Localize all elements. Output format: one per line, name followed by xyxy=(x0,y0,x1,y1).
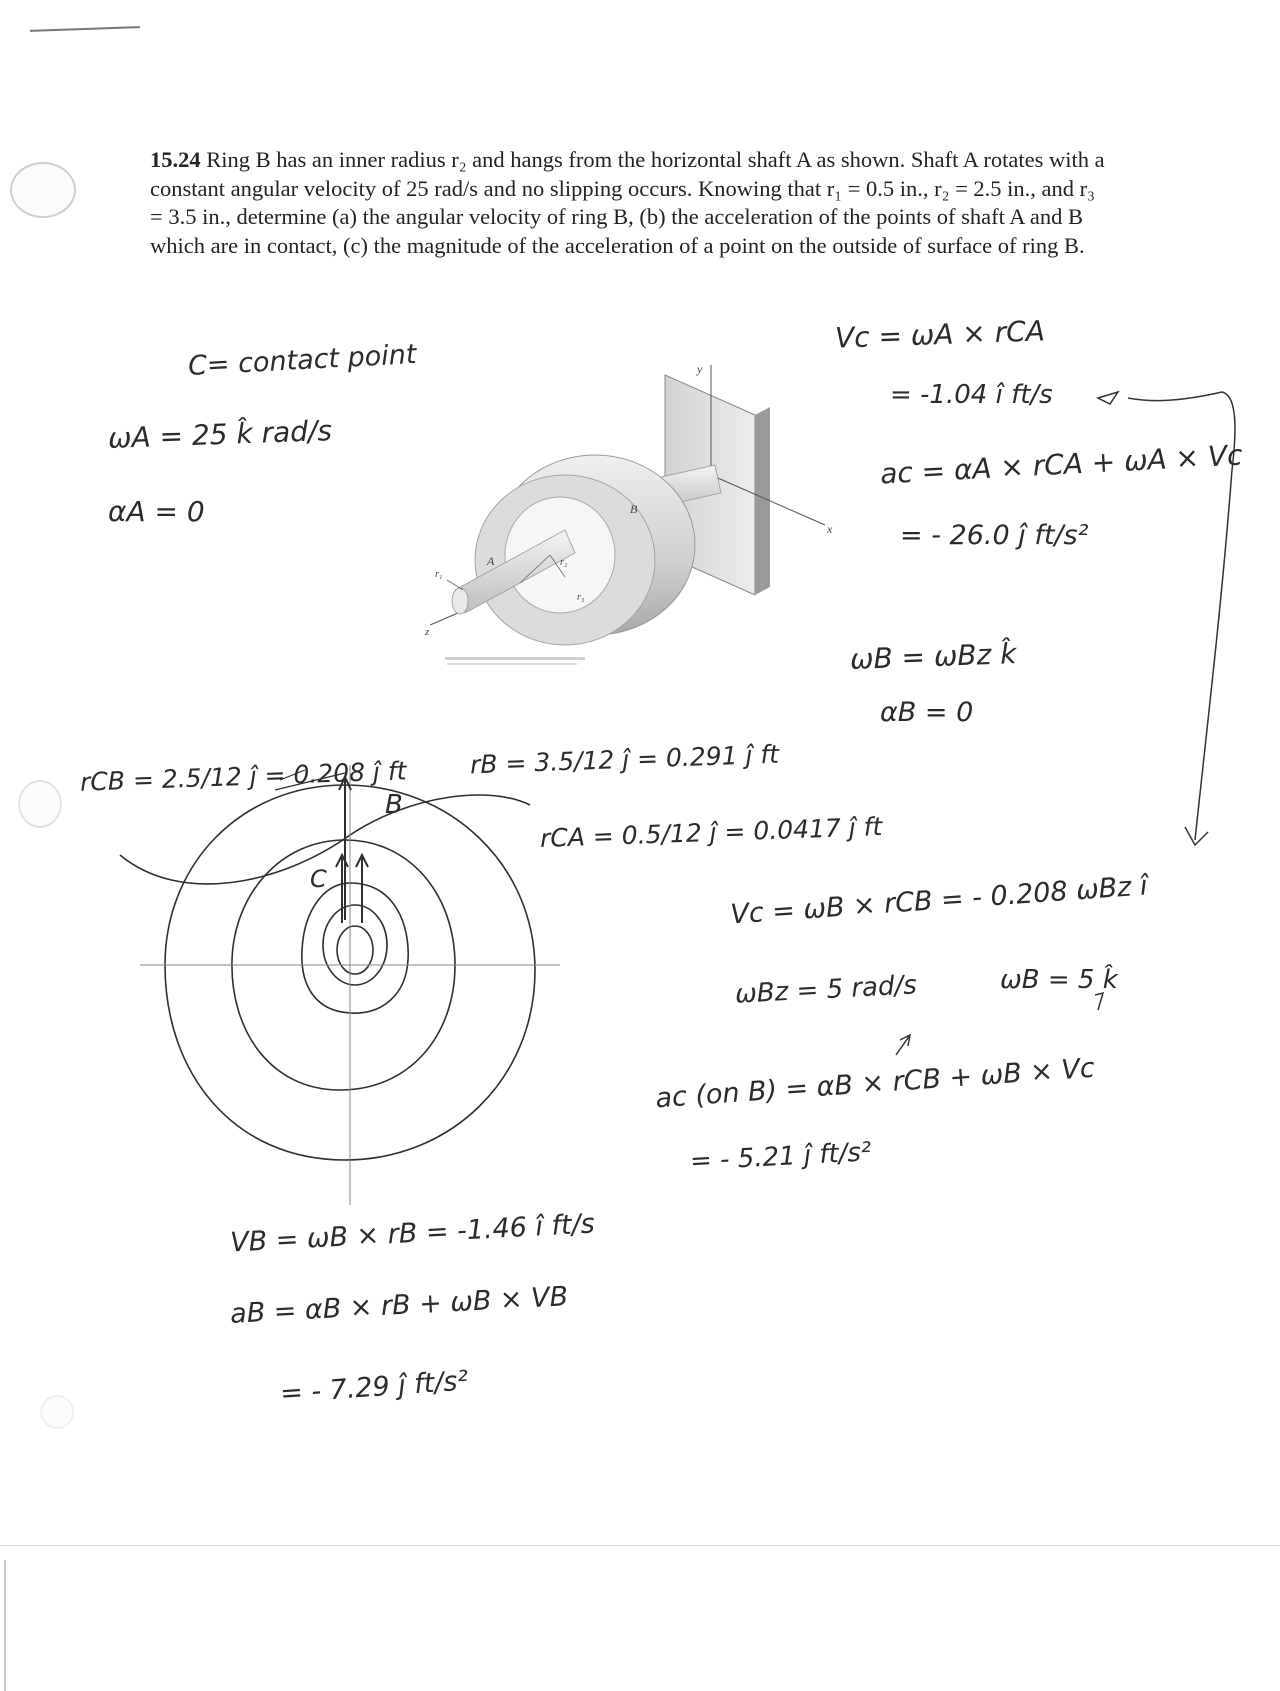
label-r2: r₂ xyxy=(560,557,568,568)
hw-alpha-b: αB = 0 xyxy=(880,697,974,728)
hw-r-cb: rCB = 2.5/12 ĵ = 0.208 ĵ ft xyxy=(79,756,407,797)
label-shaft-a: A xyxy=(487,554,495,568)
hw-r-b: rB = 3.5/12 ĵ = 0.291 ĵ ft xyxy=(469,739,780,780)
hw-alpha-a: αA = 0 xyxy=(108,495,205,528)
hw-label-c: C xyxy=(310,865,327,893)
hw-omega-a: ωA = 25 k̂ rad/s xyxy=(107,414,333,455)
axis-label-x: x xyxy=(827,522,833,536)
hw-ac-on-b-val: = - 5.21 ĵ ft/s² xyxy=(689,1137,873,1177)
hw-ac-on-b: ac (on B) = αB × rCB + ωB × Vc xyxy=(654,1052,1096,1115)
problem-number: 15.24 xyxy=(150,147,201,172)
hw-omega-b: ωB = ωBz k̂ xyxy=(849,637,1017,676)
hw-ac-val: = - 26.0 ĵ ft/s² xyxy=(900,520,1089,551)
hw-vc-val: = -1.04 î ft/s xyxy=(890,380,1053,410)
hw-ab-val: = - 7.29 ĵ ft/s² xyxy=(279,1365,470,1410)
hw-r-ca: rCA = 0.5/12 ĵ = 0.0417 ĵ ft xyxy=(539,812,883,853)
hw-omega-b-val: ωB = 5 k̂ xyxy=(1000,965,1118,995)
hw-vc-b: Vc = ωB × rCB = - 0.208 ωBz î xyxy=(729,870,1149,931)
label-r1: r₁ xyxy=(435,569,443,580)
hw-contact-def: C= contact point xyxy=(187,339,418,382)
hw-ac-def: ac = αA × rCA + ωA × Vc xyxy=(879,438,1244,491)
label-ring-b: B xyxy=(630,502,638,516)
label-r3: r₃ xyxy=(577,592,585,603)
hw-omega-bz: ωBz = 5 rad/s xyxy=(734,970,918,1010)
hw-vb: VB = ωB × rB = -1.46 î ft/s xyxy=(229,1208,596,1259)
axis-label-y: y xyxy=(697,362,703,376)
hw-vc-def: Vc = ωA × rCA xyxy=(834,314,1046,355)
problem-text: Ring B has an inner radius r₂ and hangs from the horizontal shaft A as shown. Shaft A rotates with a constant angular velocity of 25 rad/s and no slipping occurs. Knowing that r₁ = 0.5 in., r₂ = 2.5 in., and r₃ = 3.5 in., determine (a) the angular velocity of ring B, (b) the acceleration of the points of shaft A and B which are in contact, (c) the magnitude of the acceleration of a point on the outside of surface of ring B. xyxy=(150,147,1105,258)
hw-label-b: B xyxy=(385,790,403,820)
axis-label-z: z xyxy=(425,626,430,638)
hw-ab-def: aB = αB × rB + ωB × VB xyxy=(229,1281,569,1330)
